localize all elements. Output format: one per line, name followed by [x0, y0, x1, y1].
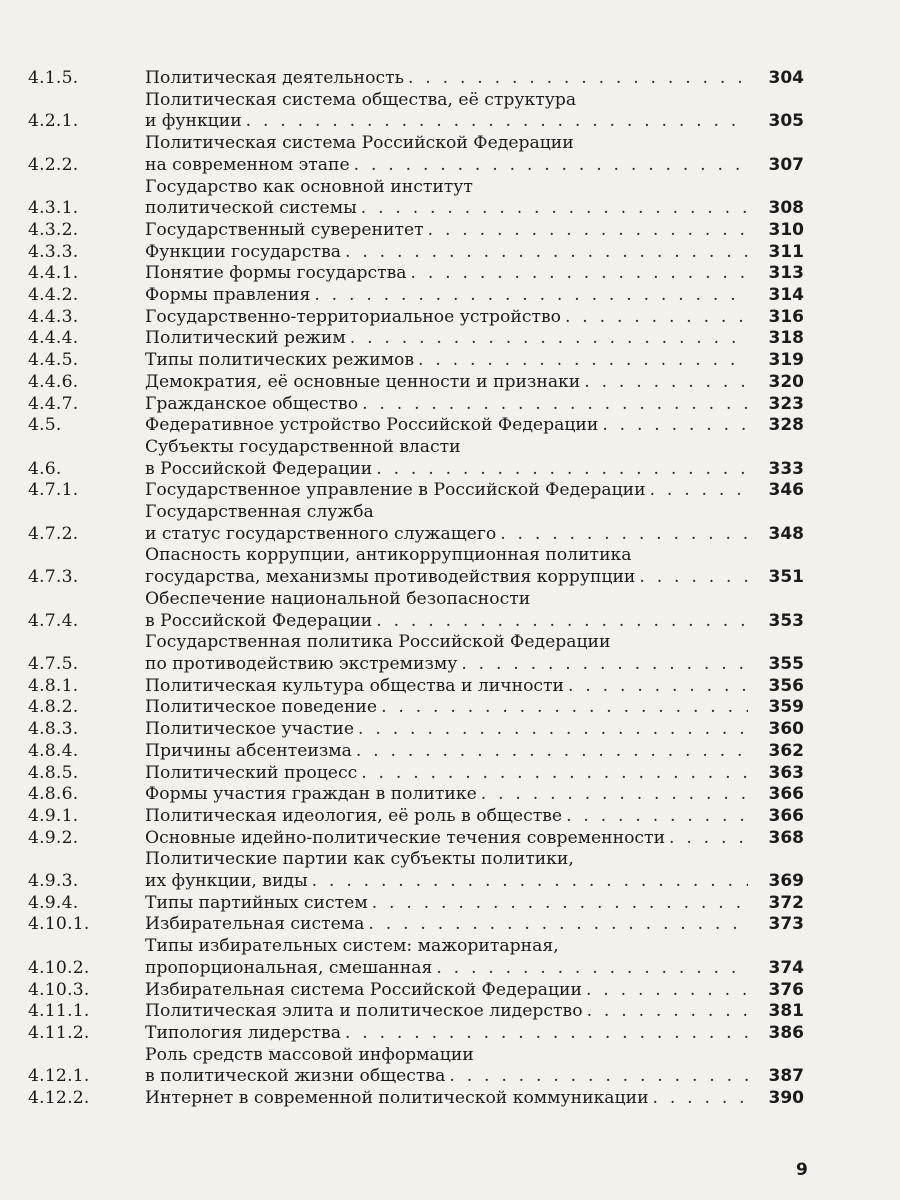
toc-entry [0, 242, 900, 264]
toc-entry-title [145, 741, 752, 763]
toc-entry [0, 307, 900, 329]
toc-entry [0, 1045, 900, 1088]
toc-entry-title [145, 914, 752, 936]
toc-entry-page: 353 [768, 610, 804, 631]
toc-entry-page: 363 [768, 762, 804, 783]
toc-entry-title [145, 589, 752, 632]
dot-leader [362, 394, 748, 416]
toc-entry-title-line: Типология лидерства [145, 1022, 341, 1043]
toc-entry-title-line: Государственно-территориальное устройство [145, 306, 561, 327]
toc-entry [0, 632, 900, 675]
toc-entry-number: 4.3.1. [28, 198, 79, 219]
toc-entry-page: 316 [768, 306, 804, 327]
toc-entry-title-line: Политический процесс [145, 762, 358, 783]
dot-leader [356, 741, 748, 763]
toc-entry-title [145, 697, 752, 719]
toc-entry-title [145, 285, 752, 307]
toc-entry-number: 4.9.2. [28, 827, 79, 848]
toc-entry-title-line: в политической жизни общества [145, 1066, 446, 1087]
toc-entry-title-line: пропорциональная, смешанная [145, 957, 433, 978]
dot-leader [312, 871, 748, 893]
dot-leader [411, 263, 748, 285]
toc-entry-title [145, 784, 752, 806]
toc-entry-title [145, 415, 752, 437]
dot-leader [565, 307, 748, 329]
folio-page-number: 9 [796, 1160, 808, 1180]
table-of-contents-page [0, 68, 900, 1110]
toc-entry-number: 4.6. [28, 458, 62, 479]
toc-entry-page: 311 [768, 241, 804, 262]
toc-entry [0, 328, 900, 350]
toc-entry-title-line: Формы участия граждан в политике [145, 784, 477, 805]
toc-entry [0, 437, 900, 480]
dot-leader [358, 719, 748, 741]
toc-entry [0, 914, 900, 936]
toc-list [0, 68, 900, 1110]
dot-leader [568, 676, 748, 698]
toc-entry-number: 4.11.1. [28, 1001, 90, 1022]
toc-entry-title-line: Роль средств массовой информации [145, 1044, 474, 1065]
toc-entry-title-line: Типы политических режимов [145, 350, 415, 371]
toc-entry [0, 936, 900, 979]
toc-entry-title-line: Политические партии как субъекты политики, [145, 849, 574, 870]
toc-entry-page: 381 [768, 1001, 804, 1022]
toc-entry [0, 741, 900, 763]
dot-leader [639, 567, 748, 589]
toc-entry [0, 828, 900, 850]
toc-entry-title [145, 350, 752, 372]
toc-entry-page: 373 [768, 914, 804, 935]
toc-entry [0, 263, 900, 285]
dot-leader [586, 980, 748, 1002]
toc-entry-title-line: Государственная служба [145, 502, 374, 523]
toc-entry-title-line: Избирательная система [145, 914, 365, 935]
toc-entry [0, 806, 900, 828]
toc-entry-number: 4.10.1. [28, 914, 90, 935]
toc-entry [0, 220, 900, 242]
toc-entry-title-line: Политическое поведение [145, 697, 378, 718]
toc-entry-title-line: и статус государственного служащего [145, 523, 497, 544]
toc-entry-title [145, 828, 752, 850]
toc-entry-title [145, 849, 752, 892]
dot-leader [350, 328, 748, 350]
toc-entry-title-line: Обеспечение национальной безопасности [145, 588, 531, 609]
toc-entry-title [145, 307, 752, 329]
dot-leader [461, 654, 748, 676]
toc-entry-number: 4.9.3. [28, 871, 79, 892]
dot-leader [584, 372, 748, 394]
toc-entry-number: 4.7.5. [28, 653, 79, 674]
toc-entry-page: 308 [768, 198, 804, 219]
dot-leader [246, 111, 748, 133]
toc-entry-page: 323 [768, 393, 804, 414]
toc-entry-title [145, 220, 752, 242]
toc-entry-title-line: Государственный суверенитет [145, 219, 424, 240]
toc-entry-number: 4.10.2. [28, 957, 90, 978]
toc-entry-page: 366 [768, 805, 804, 826]
dot-leader [602, 415, 748, 437]
dot-leader [368, 914, 748, 936]
toc-entry-title [145, 263, 752, 285]
toc-entry-title-line: Формы правления [145, 285, 311, 306]
toc-entry-page: 348 [768, 523, 804, 544]
toc-entry-page: 328 [768, 415, 804, 436]
toc-entry-title [145, 394, 752, 416]
toc-entry [0, 502, 900, 545]
toc-entry-page: 346 [768, 480, 804, 501]
toc-entry-page: 310 [768, 219, 804, 240]
toc-entry-title-line: Типы избирательных систем: мажоритарная, [145, 936, 559, 957]
toc-entry-title [145, 68, 752, 90]
toc-entry-title [145, 936, 752, 979]
toc-entry-number: 4.8.2. [28, 697, 79, 718]
toc-entry-title-line: Опасность коррупции, антикоррупционная политика [145, 545, 632, 566]
toc-entry-title-line: Государственное управление в Российской Федерации [145, 480, 646, 501]
toc-entry [0, 763, 900, 785]
toc-entry-number: 4.12.2. [28, 1088, 90, 1109]
toc-entry-page: 372 [768, 892, 804, 913]
dot-leader [361, 198, 748, 220]
toc-entry-page: 374 [768, 957, 804, 978]
toc-entry-title [145, 980, 752, 1002]
toc-entry-title-line: в Российской Федерации [145, 458, 373, 479]
toc-entry-number: 4.3.2. [28, 219, 79, 240]
toc-entry-title-line: Основные идейно-политические течения современности [145, 827, 666, 848]
toc-entry-title-line: Причины абсентеизма [145, 740, 352, 761]
toc-entry-title [145, 480, 752, 502]
toc-entry-number: 4.8.1. [28, 675, 79, 696]
toc-entry [0, 350, 900, 372]
toc-entry-page: 333 [768, 458, 804, 479]
toc-entry-title-line: Гражданское общество [145, 393, 359, 414]
toc-entry-title-line: Политический режим [145, 328, 346, 349]
toc-entry [0, 545, 900, 588]
toc-entry-title [145, 328, 752, 350]
dot-leader [669, 828, 748, 850]
toc-entry-number: 4.4.6. [28, 371, 79, 392]
toc-entry-page: 386 [768, 1022, 804, 1043]
toc-entry-title [145, 372, 752, 394]
toc-entry [0, 68, 900, 90]
toc-entry [0, 1001, 900, 1023]
toc-entry-title [145, 806, 752, 828]
dot-leader [653, 1088, 748, 1110]
toc-entry-title-line: Демократия, её основные ценности и признаки [145, 371, 581, 392]
toc-entry-number: 4.7.1. [28, 480, 79, 501]
toc-entry-title [145, 437, 752, 480]
toc-entry-title-line: Политическая система Российской Федерации [145, 133, 574, 154]
dot-leader [500, 524, 748, 546]
toc-entry-title-line: Политическая деятельность [145, 68, 404, 88]
toc-entry [0, 372, 900, 394]
toc-entry-page: 355 [768, 653, 804, 674]
dot-leader [436, 958, 748, 980]
toc-entry-title-line: в Российской Федерации [145, 610, 373, 631]
toc-entry-page: 320 [768, 371, 804, 392]
toc-entry-page: 351 [768, 567, 804, 588]
toc-entry-page: 318 [768, 328, 804, 349]
toc-entry-number: 4.8.4. [28, 740, 79, 761]
toc-entry-title-line: Политическая культура общества и личности [145, 675, 565, 696]
toc-entry [0, 893, 900, 915]
toc-entry-title-line: Функции государства [145, 241, 341, 262]
toc-entry-title [145, 893, 752, 915]
toc-entry-page: 304 [768, 68, 804, 88]
toc-entry-title [145, 1045, 752, 1088]
toc-entry-title [145, 545, 752, 588]
toc-entry-title-line: политической системы [145, 198, 357, 219]
toc-entry [0, 697, 900, 719]
toc-entry-page: 305 [768, 111, 804, 132]
toc-entry-page: 319 [768, 350, 804, 371]
toc-entry-number: 4.3.3. [28, 241, 79, 262]
toc-entry-title-line: Государство как основной институт [145, 176, 473, 197]
toc-entry-number: 4.7.3. [28, 567, 79, 588]
toc-entry-page: 359 [768, 697, 804, 718]
toc-entry-page: 387 [768, 1066, 804, 1087]
dot-leader [345, 1023, 748, 1045]
toc-entry-page: 307 [768, 154, 804, 175]
toc-entry [0, 415, 900, 437]
toc-entry [0, 1023, 900, 1045]
dot-leader [587, 1001, 748, 1023]
toc-entry-title [145, 133, 752, 176]
toc-entry-title [145, 1088, 752, 1110]
toc-entry-title-line: и функции [145, 111, 242, 132]
toc-entry-page: 390 [768, 1088, 804, 1109]
toc-entry-title [145, 242, 752, 264]
toc-entry-number: 4.9.4. [28, 892, 79, 913]
toc-entry [0, 133, 900, 176]
toc-entry-title-line: Федеративное устройство Российской Федерации [145, 415, 599, 436]
toc-entry-number: 4.8.3. [28, 719, 79, 740]
toc-entry-number: 4.10.3. [28, 979, 90, 1000]
toc-entry-title-line: Субъекты государственной власти [145, 436, 461, 457]
toc-entry [0, 1088, 900, 1110]
dot-leader [361, 763, 748, 785]
toc-entry-number: 4.2.1. [28, 111, 79, 132]
toc-entry-title [145, 1023, 752, 1045]
toc-entry-number: 4.4.4. [28, 328, 79, 349]
toc-entry-page: 376 [768, 979, 804, 1000]
dot-leader [418, 350, 748, 372]
dot-leader [428, 220, 748, 242]
dot-leader [449, 1066, 748, 1088]
toc-entry [0, 394, 900, 416]
toc-entry-page: 368 [768, 827, 804, 848]
toc-entry-page: 356 [768, 675, 804, 696]
toc-entry-page: 360 [768, 719, 804, 740]
toc-entry-title [145, 177, 752, 220]
toc-entry-title-line: государства, механизмы противодействия коррупции [145, 567, 636, 588]
dot-leader [345, 242, 748, 264]
toc-entry-page: 369 [768, 871, 804, 892]
toc-entry-title-line: их функции, виды [145, 871, 308, 892]
toc-entry-title [145, 1001, 752, 1023]
toc-entry-page: 314 [768, 285, 804, 306]
toc-entry-title-line: Политическая элита и политическое лидерство [145, 1001, 583, 1022]
toc-entry-number: 4.4.1. [28, 263, 79, 284]
toc-entry [0, 589, 900, 632]
toc-entry-title [145, 719, 752, 741]
dot-leader [376, 459, 748, 481]
toc-entry-page: 362 [768, 740, 804, 761]
toc-entry [0, 849, 900, 892]
toc-entry-title-line: Понятие формы государства [145, 263, 407, 284]
toc-entry-number: 4.4.5. [28, 350, 79, 371]
dot-leader [314, 285, 748, 307]
toc-entry-number: 4.8.6. [28, 784, 79, 805]
toc-entry-number: 4.2.2. [28, 154, 79, 175]
toc-entry-number: 4.4.7. [28, 393, 79, 414]
toc-entry [0, 719, 900, 741]
toc-entry-number: 4.8.5. [28, 762, 79, 783]
toc-entry-number: 4.4.2. [28, 285, 79, 306]
toc-entry-page: 366 [768, 784, 804, 805]
toc-entry-number: 4.5. [28, 415, 62, 436]
toc-entry [0, 784, 900, 806]
toc-entry [0, 980, 900, 1002]
toc-entry [0, 285, 900, 307]
toc-entry-number: 4.4.3. [28, 306, 79, 327]
toc-entry-title-line: Избирательная система Российской Федерации [145, 979, 582, 1000]
toc-entry-page: 313 [768, 263, 804, 284]
toc-entry [0, 177, 900, 220]
toc-entry-title [145, 90, 752, 133]
toc-entry-number: 4.1.5. [28, 68, 79, 88]
toc-entry [0, 676, 900, 698]
toc-entry [0, 480, 900, 502]
toc-entry-title [145, 676, 752, 698]
toc-entry-number: 4.11.2. [28, 1022, 90, 1043]
dot-leader [566, 806, 748, 828]
toc-entry-title-line: Политическая система общества, её структура [145, 89, 577, 110]
toc-entry-title-line: на современном этапе [145, 154, 350, 175]
toc-entry-title [145, 763, 752, 785]
dot-leader [354, 155, 748, 177]
toc-entry-title-line: по противодействию экстремизму [145, 653, 458, 674]
toc-entry [0, 90, 900, 133]
toc-entry-title-line: Типы партийных систем [145, 892, 368, 913]
toc-entry-number: 4.9.1. [28, 805, 79, 826]
toc-entry-title-line: Государственная политика Российской Федерации [145, 632, 611, 653]
toc-entry-number: 4.7.4. [28, 610, 79, 631]
toc-entry-title-line: Интернет в современной политической коммуникации [145, 1088, 649, 1109]
toc-entry-title-line: Политическая идеология, её роль в обществе [145, 805, 563, 826]
dot-leader [381, 697, 748, 719]
toc-entry-title [145, 632, 752, 675]
toc-entry-number: 4.12.1. [28, 1066, 90, 1087]
dot-leader [481, 784, 748, 806]
toc-entry-title-line: Политическое участие [145, 719, 355, 740]
dot-leader [650, 480, 748, 502]
dot-leader [372, 893, 748, 915]
dot-leader [408, 68, 748, 90]
toc-entry-number: 4.7.2. [28, 523, 79, 544]
dot-leader [376, 611, 748, 633]
toc-entry-title [145, 502, 752, 545]
